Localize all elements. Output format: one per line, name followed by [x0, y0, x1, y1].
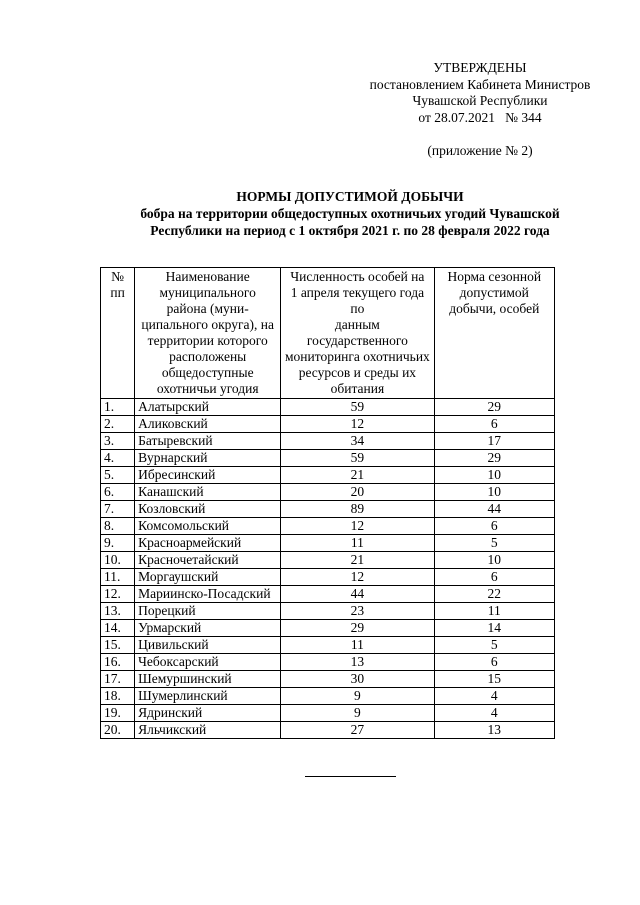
table-row — [101, 722, 555, 739]
row-number: 18. — [101, 688, 135, 705]
table-row — [101, 501, 555, 518]
row-population: 12 — [281, 569, 434, 586]
row-district: Чебоксарский — [135, 654, 281, 671]
table-row — [101, 705, 555, 722]
header-district-l7: общедоступные — [161, 365, 254, 380]
table-row — [101, 637, 555, 654]
row-quota: 44 — [434, 501, 554, 518]
header-quota-l2: допустимой — [459, 285, 529, 300]
row-district: Ибресинский — [135, 467, 281, 484]
table-row — [101, 586, 555, 603]
row-population: 11 — [281, 637, 434, 654]
row-population: 89 — [281, 501, 434, 518]
row-population: 13 — [281, 654, 434, 671]
row-population: 59 — [281, 399, 434, 416]
row-population: 59 — [281, 450, 434, 467]
table-row — [101, 569, 555, 586]
row-quota: 13 — [434, 722, 554, 739]
header-population-l4: мониторинга охотничьих — [284, 349, 430, 364]
row-district: Цивильский — [135, 637, 281, 654]
row-quota: 6 — [434, 654, 554, 671]
row-district: Вурнарский — [135, 450, 281, 467]
header-district-l2: муниципального — [159, 285, 256, 300]
row-number: 10. — [101, 552, 135, 569]
row-district: Аликовский — [135, 416, 281, 433]
table-header-row — [101, 268, 555, 399]
approval-date-number: от 28.07.2021 № 344 — [418, 109, 542, 125]
row-district: Шумерлинский — [135, 688, 281, 705]
row-number: 7. — [101, 501, 135, 518]
row-quota: 11 — [434, 603, 554, 620]
row-number: 16. — [101, 654, 135, 671]
row-quota: 10 — [434, 552, 554, 569]
title-main: НОРМЫ ДОПУСТИМОЙ ДОБЫЧИ — [236, 189, 464, 204]
table-row — [101, 671, 555, 688]
row-district: Порецкий — [135, 603, 281, 620]
row-population: 30 — [281, 671, 434, 688]
row-quota: 10 — [434, 467, 554, 484]
approval-republic: Чувашской Республики — [412, 93, 548, 108]
row-district: Красночетайский — [135, 552, 281, 569]
row-population: 9 — [281, 705, 434, 722]
table-row — [101, 535, 555, 552]
header-number-l2: пп — [110, 285, 125, 300]
row-quota: 5 — [434, 535, 554, 552]
header-district-l3: района (муни- — [166, 301, 249, 316]
row-district: Козловский — [135, 501, 281, 518]
header-population-l6: обитания — [330, 381, 385, 396]
table-row — [101, 484, 555, 501]
row-number: 12. — [101, 586, 135, 603]
header-quota — [434, 268, 554, 399]
header-quota-l3: добычи, особей — [449, 301, 540, 316]
approval-stamp — [330, 60, 630, 126]
row-quota: 4 — [434, 705, 554, 722]
header-district-l5: территории которого — [147, 333, 268, 348]
header-population-l2: 1 апреля текущего года по — [290, 285, 425, 316]
row-quota: 17 — [434, 433, 554, 450]
table-row — [101, 688, 555, 705]
row-population: 21 — [281, 552, 434, 569]
row-quota: 5 — [434, 637, 554, 654]
header-quota-l1: Норма сезонной — [447, 269, 542, 284]
row-quota: 10 — [434, 484, 554, 501]
row-number: 3. — [101, 433, 135, 450]
table-row — [101, 603, 555, 620]
row-number: 2. — [101, 416, 135, 433]
norms-table — [100, 267, 555, 739]
footer-divider — [305, 776, 396, 777]
row-district: Ядринский — [135, 705, 281, 722]
row-number: 15. — [101, 637, 135, 654]
row-number: 17. — [101, 671, 135, 688]
row-population: 27 — [281, 722, 434, 739]
row-population: 21 — [281, 467, 434, 484]
row-population: 12 — [281, 518, 434, 535]
row-number: 14. — [101, 620, 135, 637]
appendix-label: (приложение № 2) — [427, 143, 533, 158]
title-subtitle-line1: бобра на территории общедоступных охотничьих угодий Чувашской — [140, 206, 560, 221]
table-row — [101, 416, 555, 433]
approval-heading: УТВЕРЖДЕНЫ — [433, 60, 527, 75]
table-row — [101, 552, 555, 569]
row-number: 8. — [101, 518, 135, 535]
header-population-l1: Численность особей на — [290, 269, 425, 284]
title-subtitle-line2: Республики на период с 1 октября 2021 г. по 28 февраля 2022 года — [150, 223, 550, 238]
row-district: Яльчикский — [135, 722, 281, 739]
row-quota: 6 — [434, 518, 554, 535]
row-quota: 29 — [434, 399, 554, 416]
header-district — [135, 268, 281, 399]
row-number: 1. — [101, 399, 135, 416]
table-row — [101, 433, 555, 450]
row-population: 11 — [281, 535, 434, 552]
row-quota: 22 — [434, 586, 554, 603]
table-row — [101, 620, 555, 637]
header-district-l8: охотничьи угодия — [156, 381, 259, 396]
table-body — [101, 399, 555, 739]
row-quota: 6 — [434, 416, 554, 433]
header-population-l3: данным государственного — [306, 317, 408, 348]
row-district: Шемуршинский — [135, 671, 281, 688]
row-district: Красноармейский — [135, 535, 281, 552]
row-number: 4. — [101, 450, 135, 467]
row-district: Урмарский — [135, 620, 281, 637]
row-district: Комсомольский — [135, 518, 281, 535]
row-number: 11. — [101, 569, 135, 586]
table-row — [101, 467, 555, 484]
row-population: 9 — [281, 688, 434, 705]
header-population-l5: ресурсов и среды их — [298, 365, 417, 380]
row-district: Моргаушский — [135, 569, 281, 586]
row-quota: 14 — [434, 620, 554, 637]
row-district: Алатырский — [135, 399, 281, 416]
header-population — [281, 268, 434, 399]
header-district-l1: Наименование — [165, 269, 250, 284]
row-population: 23 — [281, 603, 434, 620]
row-number: 6. — [101, 484, 135, 501]
row-number: 5. — [101, 467, 135, 484]
table-row — [101, 518, 555, 535]
table-row — [101, 399, 555, 416]
header-number-l1: № — [111, 269, 125, 284]
row-district: Канашский — [135, 484, 281, 501]
row-population: 44 — [281, 586, 434, 603]
row-quota: 6 — [434, 569, 554, 586]
row-district: Мариинско-Посадский — [135, 586, 281, 603]
row-number: 20. — [101, 722, 135, 739]
row-district: Батыревский — [135, 433, 281, 450]
header-number — [101, 268, 135, 399]
row-population: 12 — [281, 416, 434, 433]
row-quota: 15 — [434, 671, 554, 688]
table-row — [101, 654, 555, 671]
row-number: 19. — [101, 705, 135, 722]
header-district-l6: расположены — [169, 349, 247, 364]
row-quota: 29 — [434, 450, 554, 467]
row-population: 20 — [281, 484, 434, 501]
row-population: 34 — [281, 433, 434, 450]
table-row — [101, 450, 555, 467]
row-population: 29 — [281, 620, 434, 637]
approval-authority: постановлением Кабинета Министров — [369, 76, 591, 92]
header-district-l4: ципального округа), на — [141, 317, 274, 332]
row-quota: 4 — [434, 688, 554, 705]
row-number: 13. — [101, 603, 135, 620]
document-title — [80, 188, 620, 239]
row-number: 9. — [101, 535, 135, 552]
